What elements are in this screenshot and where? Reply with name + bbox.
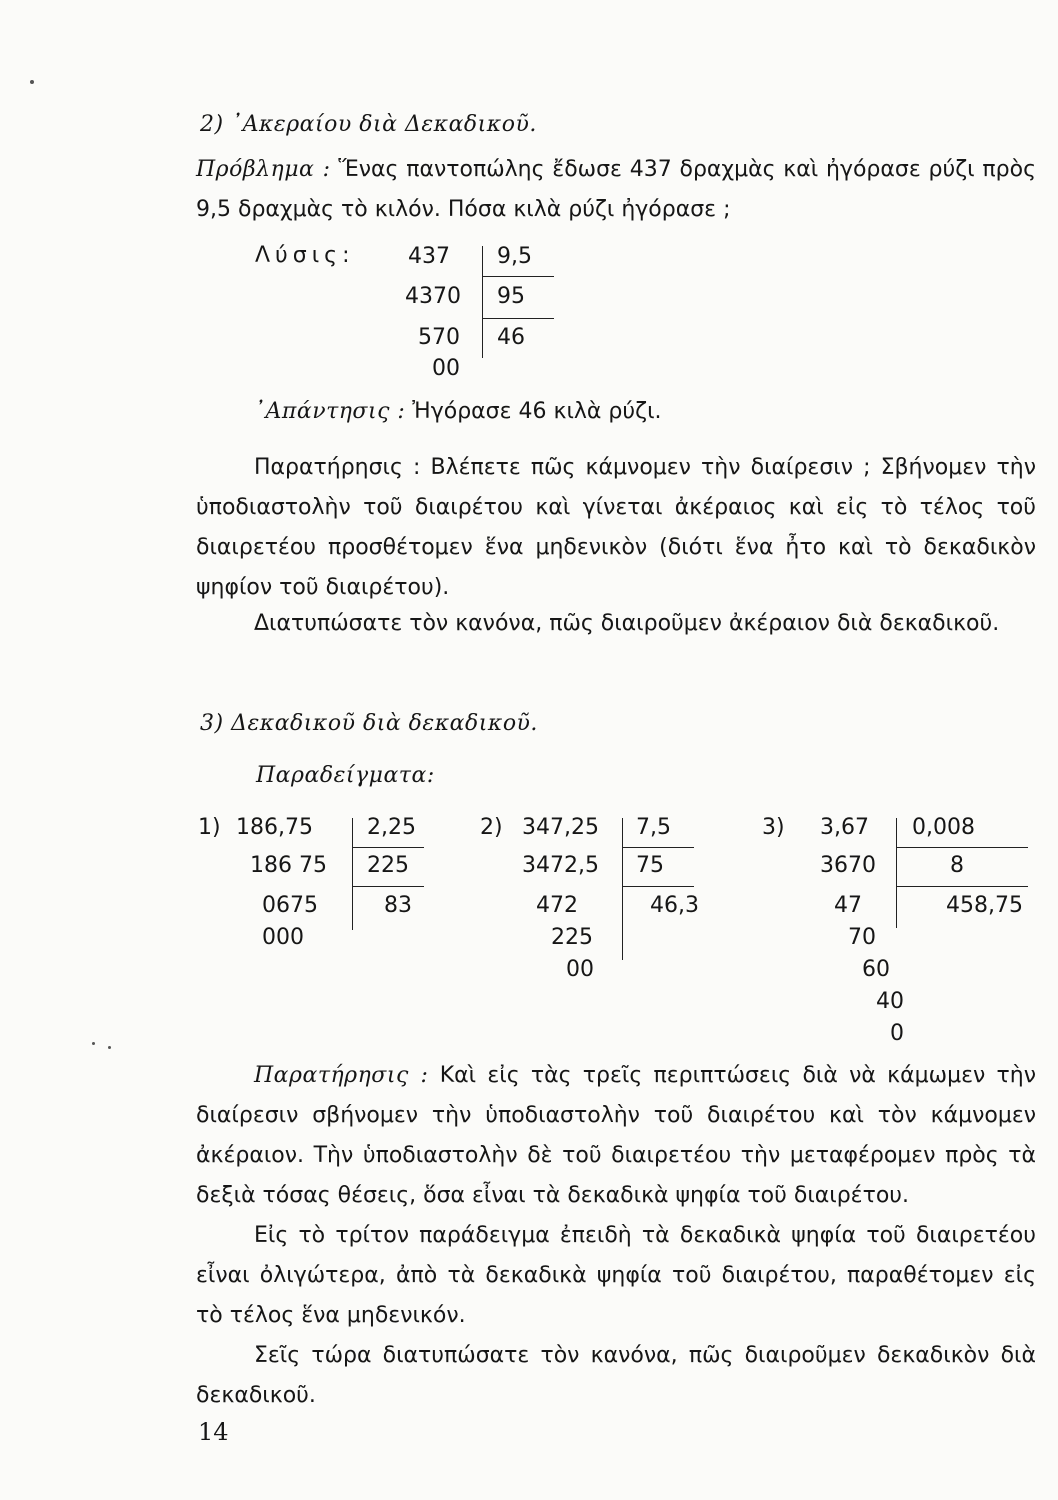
example-number: 2) bbox=[480, 815, 503, 840]
problem-text: Ἕνας παντοπώλης ἔδωσε 437 δραχμὰς καὶ ἠγόρασε ρύζι πρὸς 9,5 δραχμὰς τὸ κιλόν. Πόσα κιλὰ ρύζι ἠγόρασε ; bbox=[196, 157, 1036, 222]
division-rule bbox=[896, 886, 1028, 887]
quotient: 46 bbox=[497, 325, 525, 350]
dividend-line: 3,67 bbox=[820, 815, 869, 840]
section3-heading: 3) Δεκαδικοῦ διὰ δεκαδικοῦ. bbox=[200, 711, 538, 736]
examples-label: Παραδείγματα: bbox=[256, 763, 435, 788]
speck bbox=[92, 1042, 95, 1045]
divisor: 7,5 bbox=[636, 815, 671, 840]
dividend-line: 225 bbox=[551, 925, 593, 950]
dividend-line: 00 bbox=[566, 957, 594, 982]
speck bbox=[30, 80, 34, 84]
example-number: 3) bbox=[762, 815, 785, 840]
solution-label: Λύσις: bbox=[255, 243, 355, 268]
dividend-line: 60 bbox=[862, 957, 890, 982]
division-rule bbox=[482, 276, 554, 277]
problem-label: Πρόβλημα : bbox=[196, 157, 331, 182]
divisor-shifted: 8 bbox=[950, 853, 964, 878]
dividend-line: 186,75 bbox=[236, 815, 313, 840]
division-rule bbox=[352, 886, 424, 887]
section2-heading: 2) ᾽Ακεραίου διὰ Δεκαδικοῦ. bbox=[200, 112, 537, 137]
rule-section2: Διατυπώσατε τὸν κανόνα, πῶς διαιροῦμεν ἀκέραιον διὰ δεκαδικοῦ. bbox=[254, 611, 1000, 636]
dividend-line: 0 bbox=[890, 1021, 904, 1046]
divisor-shifted: 95 bbox=[497, 284, 525, 309]
remark-text: Καὶ εἰς τὰς τρεῖς περιπτώσεις διὰ νὰ κάμωμεν τὴν διαίρεσιν σβήνομεν τὴν ὑποδιαστολὴν τοῦ διαιρέτου καὶ τὸν κάμνομεν ἀκέραιον. Τὴν ὑποδιαστολὴν δὲ τοῦ διαιρετέου τὴν μεταφέρομεν πρὸς τὰ δεξιὰ τόσας θέσεις, ὅσα εἶναι τὰ δεκαδικὰ ψηφία τοῦ διαιρέτου. bbox=[196, 1063, 1036, 1208]
division-rule bbox=[896, 847, 1028, 848]
dividend-line: 40 bbox=[876, 989, 904, 1014]
quotient: 83 bbox=[384, 893, 412, 918]
answer bbox=[254, 399, 662, 424]
dividend-line: 000 bbox=[262, 925, 304, 950]
divisor: 9,5 bbox=[497, 244, 532, 269]
remark2-section3: Εἰς τὸ τρίτον παράδειγμα ἐπειδὴ τὰ δεκαδικὰ ψηφία τοῦ διαιρετέου εἶναι ὀλιγώτερα, ἀπὸ τὰ δεκαδικὰ ψηφία τοῦ διαιρέτου, παραθέτομεν εἰς τὸ τέλος ἕνα μηδενικόν. bbox=[196, 1223, 1036, 1328]
quotient: 46,3 bbox=[650, 893, 699, 918]
dividend-line: 437 bbox=[408, 244, 450, 269]
section2-problem bbox=[196, 150, 1036, 230]
divisor-shifted: 225 bbox=[367, 853, 409, 878]
dividend-line: 472 bbox=[536, 893, 578, 918]
divisor: 2,25 bbox=[367, 815, 416, 840]
example-number: 1) bbox=[198, 815, 221, 840]
remark-label: Παρατήρησις : bbox=[254, 1063, 429, 1088]
division-rule bbox=[352, 847, 424, 848]
quotient: 458,75 bbox=[946, 893, 1023, 918]
dividend-line: 570 bbox=[418, 325, 460, 350]
dividend-line: 0675 bbox=[262, 893, 318, 918]
dividend-line: 4370 bbox=[405, 284, 461, 309]
dividend-line: 70 bbox=[848, 925, 876, 950]
division-rule bbox=[482, 318, 554, 319]
dividend-line: 47 bbox=[834, 893, 862, 918]
answer-text: Ἠγόρασε 46 κιλὰ ρύζι. bbox=[405, 399, 662, 424]
rule-section3: Σεῖς τώρα διατυπώσατε τὸν κανόνα, πῶς διαιροῦμεν δεκαδικὸν διὰ δεκαδικοῦ. bbox=[196, 1343, 1036, 1408]
division-bar bbox=[482, 246, 483, 358]
division-bar bbox=[352, 818, 353, 930]
dividend-line: 3670 bbox=[820, 853, 876, 878]
division-rule bbox=[622, 886, 694, 887]
dividend-line: 347,25 bbox=[522, 815, 599, 840]
remark-section3 bbox=[196, 1056, 1036, 1216]
division-bar bbox=[896, 818, 897, 928]
divisor: 0,008 bbox=[912, 815, 975, 840]
page-number: 14 bbox=[198, 1418, 229, 1446]
dividend-line: 186 75 bbox=[250, 853, 327, 878]
answer-label: ᾽Απάντησις : bbox=[254, 399, 406, 424]
dividend-line: 3472,5 bbox=[522, 853, 599, 878]
division-bar bbox=[622, 818, 623, 960]
remark-section2: Παρατήρησις : Βλέπετε πῶς κάμνομεν τὴν διαίρεσιν ; Σβήνομεν τὴν ὑποδιαστολὴν τοῦ διαιρέτου καὶ γίνεται ἀκέραιος καὶ εἰς τὸ τέλος τοῦ διαιρετέου προσθέτομεν ἕνα μηδενικὸν (διότι ἕνα ἦτο καὶ τὸ δεκαδικὸν ψηφίον τοῦ διαιρέτου). bbox=[196, 455, 1036, 600]
dividend-line: 00 bbox=[432, 356, 460, 381]
speck bbox=[108, 1046, 111, 1049]
divisor-shifted: 75 bbox=[636, 853, 664, 878]
division-rule bbox=[622, 847, 694, 848]
